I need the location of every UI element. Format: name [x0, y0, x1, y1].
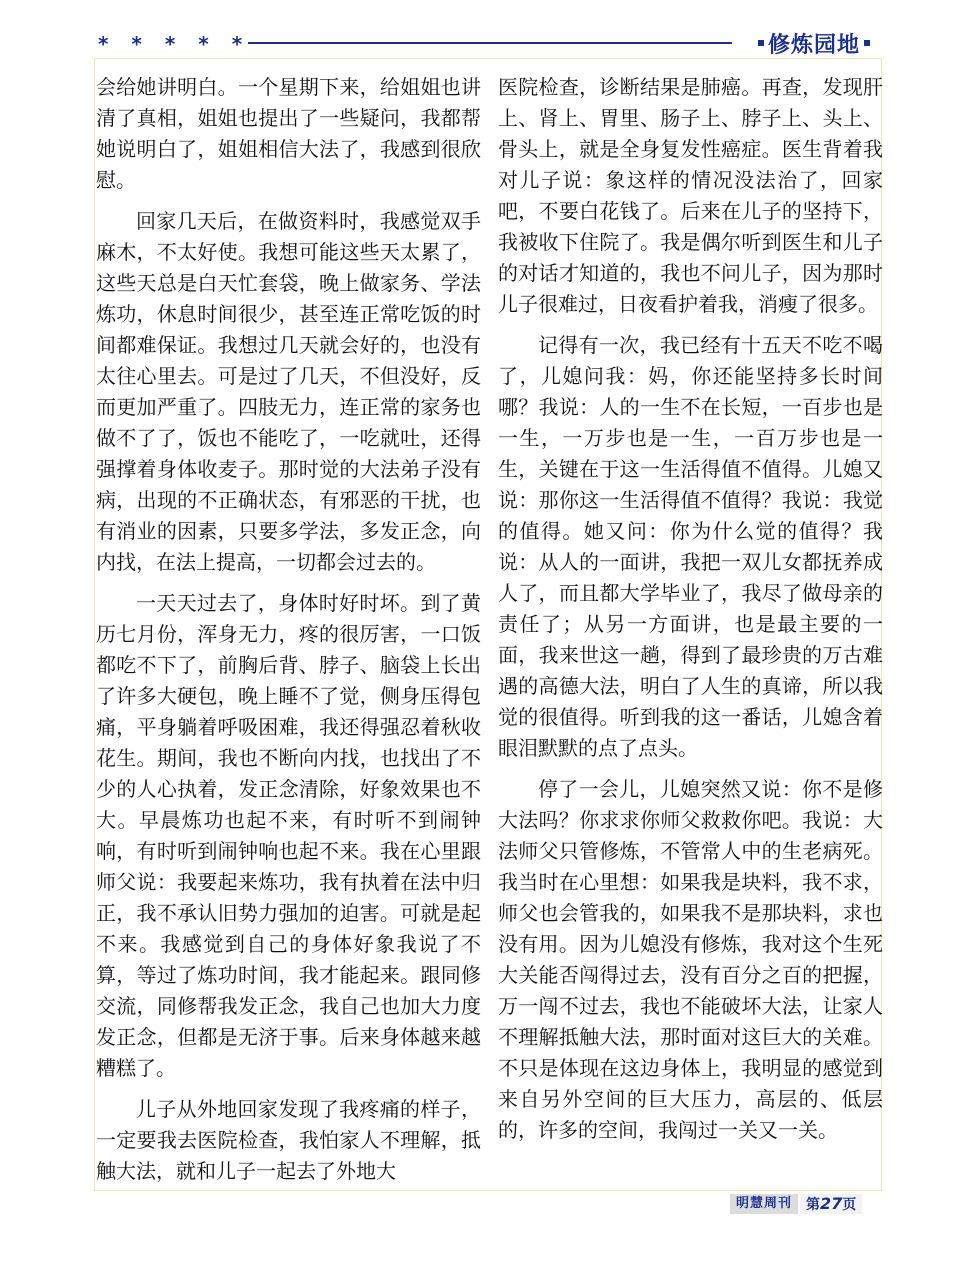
paragraph: 会给她讲明白。一个星期下来，给姐姐也讲清了真相，姐姐也提出了一些疑问，我都帮她说明白了，姐姐相信大法了，我感到很欣慰。	[96, 75, 481, 192]
paragraph: 儿子从外地回家发现了我疼痛的样子，一定要我去医院检查，我怕家人不理解，抵触大法，就和儿子一起去了外地大	[96, 1097, 481, 1183]
paragraph: 停了一会儿，儿媳突然又说：你不是修大法吗？你求求你师父救救你吧。我说：大法师父只管修炼，不管常人中的生老病死。我当时在心里想：如果我是块料，我不求，师父也会管我的，如果我不是那块料，求也没有用。因为儿媳没有修炼，我对这个生死大关能否闯得过去，没有百分之百的把握，万一闯不过去，我也不能破坏大法，让家人不理解抵触大法，那时面对这巨大的关难。不只是体现在这边身体上，我明显的感觉到来自另外空间的巨大压力，高层的、低层的，许多的空间，我闯过一关又一关。	[498, 777, 883, 1142]
header-rule	[248, 42, 732, 44]
magazine-name: 明慧周刊	[730, 1194, 798, 1214]
page-prefix: 第	[806, 1197, 821, 1213]
header-stars: * * * * *	[98, 32, 251, 56]
paragraph: 医院检查，诊断结果是肺癌。再查，发现肝上、肾上、胃里、肠子上、脖子上、头上、骨头上，就是全身复发性癌症。医生背着我对儿子说：象这样的情况没法治了，回家吧，不要白花钱了。后来在儿子的坚持下，我被收下住院了。我是偶尔听到医生和儿子的对话才知道的，我也不问儿子，因为那时儿子很难过，日夜看护着我，消瘦了很多。	[498, 75, 883, 316]
paragraph: 一天天过去了，身体时好时坏。到了黄历七月份，浑身无力，疼的很厉害，一口饭都吃不下了，前胸后背、脖子、脑袋上长出了许多大硬包，晚上睡不了觉，侧身压得包痛，平身躺着呼吸困难，我还得强忍着秋收花生。期间，我也不断向内找，也找出了不少的人心执着，发正念清除，好象效果也不大。早晨炼功也起不来，有时听不到闹钟响，有时听到闹钟响也起不来。我在心里跟师父说：我要起来炼功，我有执着在法中归正，我不承认旧势力强加的迫害。可就是起不来。我感觉到自己的身体好象我说了不算，等过了炼功时间，我才能起来。跟同修交流，同修帮我发正念，我自己也加大力度发正念，但都是无济于事。后来身体越来越糟糕了。	[96, 591, 481, 1080]
page-suffix: 页	[842, 1197, 857, 1213]
page-number: 27	[820, 1194, 843, 1213]
right-column	[498, 72, 883, 1156]
page-footer	[730, 1194, 862, 1214]
left-column	[96, 72, 481, 1197]
section-label	[758, 28, 870, 58]
page-number-label	[800, 1194, 862, 1214]
page-header	[0, 0, 978, 60]
section-title: 修炼园地	[768, 32, 861, 58]
paragraph: 记得有一次，我已经有十五天不吃不喝了，儿媳问我：妈，你还能坚持多长时间哪？我说：人的一生不在长短，一百步也是一生，一万步也是一生，一百万步也是一生，关键在于这一生活得值不值得。儿媳又说：那你这一生活得值不值得？我说：我觉的值得。她又问：你为什么觉的值得？我说：从人的一面讲，我把一双儿女都抚养成人了，而且都大学毕业了，我尽了做母亲的责任了；从另一方面讲，也是最主要的一面，我来世这一趟，得到了最珍贵的万古难遇的高德大法，明白了人生的真谛，所以我觉的很值得。听到我的这一番话，儿媳含着眼泪默默的点了点头。	[498, 333, 883, 760]
square-bullet-icon	[758, 40, 764, 46]
square-bullet-icon	[864, 40, 870, 46]
paragraph: 回家几天后，在做资料时，我感觉双手麻木，不太好使。我想可能这些天太累了，这些天总是白天忙套袋，晚上做家务、学法炼功，休息时间很少，甚至连正常吃饭的时间都难保证。我想过几天就会好的，也没有太往心里去。可是过了几天，不但没好，反而更加严重了。四肢无力，连正常的家务也做不了了，饭也不能吃了，一吃就吐，还得强撑着身体收麦子。那时觉的大法弟子没有病，出现的不正确状态，有邪恶的干扰，也有消业的因素，只要多学法，多发正念，向内找，在法上提高，一切都会过去的。	[96, 209, 481, 574]
